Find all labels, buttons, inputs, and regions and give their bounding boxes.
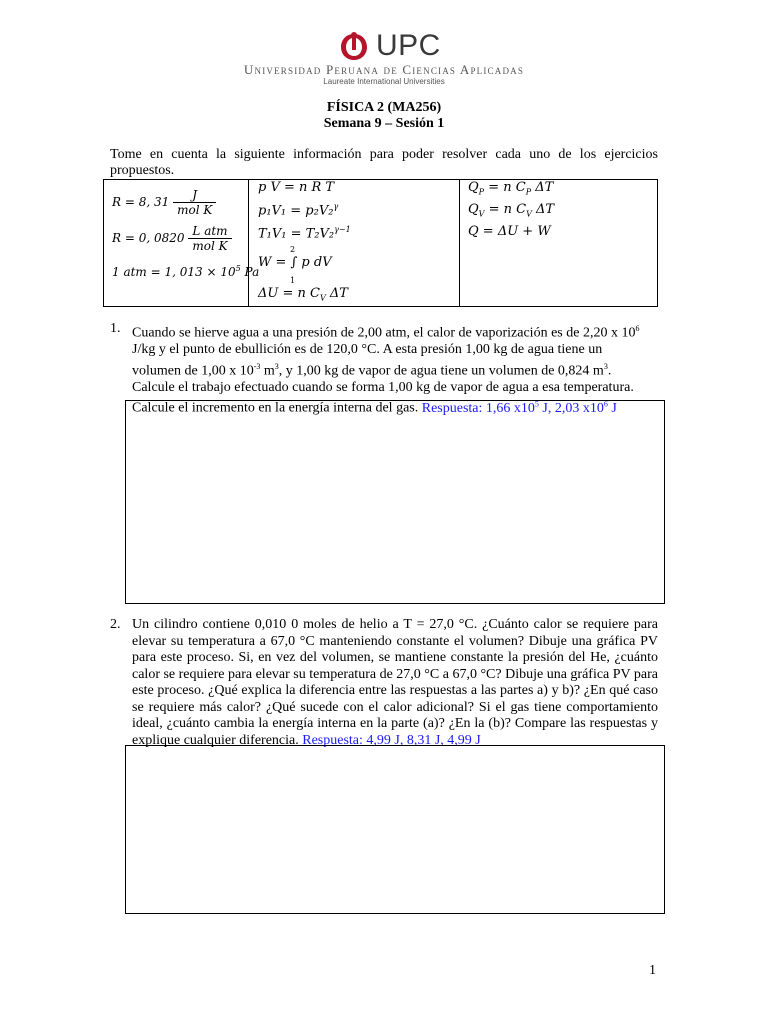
work-integral: W = ∫ p dV: [258, 255, 332, 270]
network-name: Laureate International Universities: [323, 77, 445, 86]
problem-1-answer-box[interactable]: [125, 400, 665, 604]
adiabatic-tv: T₁V₁ = T₂V₂$^{\gamma-1}$: [258, 225, 351, 242]
integral-upper-limit: 2: [290, 245, 296, 254]
header-logo: [0, 30, 768, 64]
problem-2-text: Un cilindro contiene 0,010 0 moles de helio a T = 27,0 °C. ¿Cuánto calor se requiere para elevar su temperatura a 67,0 °C manteniendo constante el volumen? Dibuje una gráfica PV para este proceso. Si, en vez del volumen, se mantiene constante la presión del He, ¿cuánto calor se requiere para elevar su temperatura de 27,0 °C a 67,0 °C? Dibuje una gráfica PV para este proceso. ¿Qué explica la diferencia entre las respuestas a las partes a) y b)? ¿En qué caso se requiere más calor? ¿Qué sucede con el calor adicional? Si el gas tiene comportamiento ideal, ¿cuánto cambia la energía interna en la parte (a)? ¿En la (b)? Compare las respuestas y explique cualquier diferencia. Respuesta: 4,99 J, 8,31 J, 4,99 J: [132, 617, 658, 748]
formula-table: [103, 179, 658, 307]
session-title: Semana 9 – Sesión 1: [323, 116, 445, 131]
course-title: FÍSICA 2 (MA256): [326, 100, 442, 115]
problem-1-number: 1.: [110, 321, 121, 336]
gas-constant-joule: R = 8, 31 $\frac{J}{\text{mol K}}$: [112, 188, 216, 217]
problem-1-text: Cuando se hierve agua a una presión de 2,00 atm, el calor de vaporización es de 2,20 x $10^6$ J/kg y el punto de ebullición es de 120,0 °C. A esta presión 1,00 kg de agua tiene un volumen de 1,00 x $10^{-3}$ $m^3$, y 1,00 kg de vapor de agua tiene un volumen de 0,824 $m^3$. Calcule el trabajo efectuado cuando se forma 1,00 kg de vapor de agua a esa temperatura. Calcule el incremento en la energía interna del gas. Respuesta: 1,66 $x10^5$ J, 2,03 $x10^6$ J: [132, 324, 640, 416]
page-number: 1: [649, 963, 656, 978]
gas-constant-atm: R = 0, 0820 $\frac{\text{L atm}}{\text{mol K}}$: [112, 224, 232, 253]
adiabatic-pv: p₁V₁ = p₂V₂$^\gamma$: [258, 202, 339, 219]
integral-lower-limit: 1: [290, 276, 296, 285]
heat-constant-pressure: $Q_P = n$ $C_P$ ΔT: [468, 180, 554, 197]
atm-conversion: 1 atm = 1, $013 \times 10^5$ Pa: [112, 264, 260, 279]
intro-text: Tome en cuenta la siguiente información para poder resolver cada uno de los ejercicios propuestos.: [110, 147, 658, 178]
problem-1-answer: Respuesta: 1,66 $x10^5$ J, 2,03 $x10^6$ J: [418, 399, 617, 416]
problem-2-answer: Respuesta: 4,99 J, 8,31 J, 4,99 J: [298, 732, 481, 748]
heat-constant-volume: $Q_V = n$ $C_V$ ΔT: [468, 202, 555, 219]
logo-text: UPC: [376, 29, 441, 62]
internal-energy-change: ΔU = n $C_V$ ΔT: [258, 286, 348, 303]
upc-logo-icon: [338, 30, 370, 62]
ideal-gas-law: p V = n R T: [258, 180, 335, 195]
problem-2-number: 2.: [110, 617, 121, 632]
university-name: Universidad Peruana de Ciencias Aplicadas: [243, 62, 525, 77]
first-law: Q = ΔU + W: [468, 224, 551, 239]
problem-2-answer-box[interactable]: [125, 745, 665, 914]
